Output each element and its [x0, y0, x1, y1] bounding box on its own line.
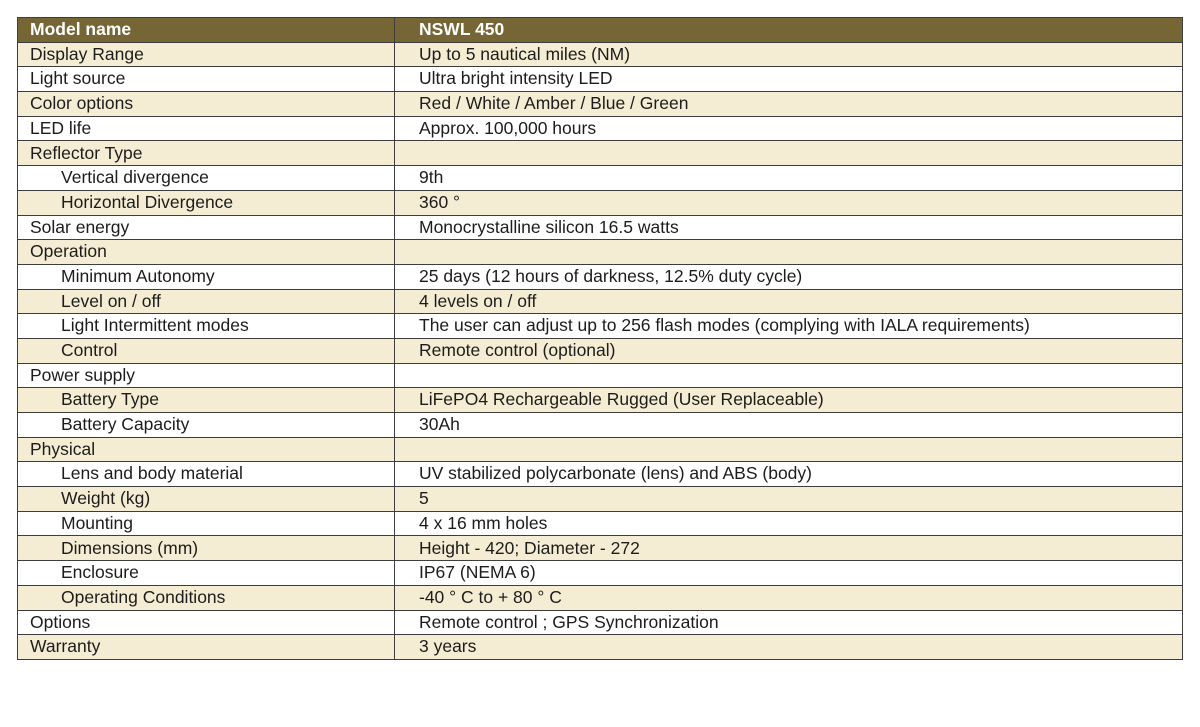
row-value: Monocrystalline silicon 16.5 watts: [395, 215, 1183, 240]
header-value: NSWL 450: [395, 18, 1183, 43]
table-row: [18, 462, 1183, 487]
row-sub-label: Control: [18, 338, 395, 363]
row-sub-label: Lens and body material: [18, 462, 395, 487]
table-row: [18, 536, 1183, 561]
table-row: [18, 190, 1183, 215]
row-value: Remote control ; GPS Synchronization: [395, 610, 1183, 635]
table-row: [18, 363, 1183, 388]
row-value: LiFePO4 Rechargeable Rugged (User Replaceable): [395, 388, 1183, 413]
table-row: [18, 92, 1183, 117]
table-row: [18, 141, 1183, 166]
row-value: [395, 363, 1183, 388]
row-label: LED life: [18, 116, 395, 141]
row-value: Up to 5 nautical miles (NM): [395, 42, 1183, 67]
table-row: [18, 487, 1183, 512]
row-label: Light source: [18, 67, 395, 92]
row-value: The user can adjust up to 256 flash modes (complying with IALA requirements): [395, 314, 1183, 339]
table-row: [18, 511, 1183, 536]
row-value: [395, 437, 1183, 462]
row-sub-label: Level on / off: [18, 289, 395, 314]
row-sub-label: Dimensions (mm): [18, 536, 395, 561]
row-label: Warranty: [18, 635, 395, 660]
table-row: [18, 67, 1183, 92]
row-value: Remote control (optional): [395, 338, 1183, 363]
table-header-row: [18, 18, 1183, 43]
row-value: 9th: [395, 166, 1183, 191]
table-row: [18, 166, 1183, 191]
table-row: [18, 437, 1183, 462]
row-value: 4 levels on / off: [395, 289, 1183, 314]
row-sub-label: Horizontal Divergence: [18, 190, 395, 215]
row-sub-label: Mounting: [18, 511, 395, 536]
row-sub-label: Operating Conditions: [18, 585, 395, 610]
row-label: Solar energy: [18, 215, 395, 240]
row-label: Physical: [18, 437, 395, 462]
table-row: [18, 314, 1183, 339]
row-label: Power supply: [18, 363, 395, 388]
row-label: Options: [18, 610, 395, 635]
row-value: 30Ah: [395, 413, 1183, 438]
row-value: Red / White / Amber / Blue / Green: [395, 92, 1183, 117]
spec-table: [17, 17, 1183, 660]
row-value: 360 °: [395, 190, 1183, 215]
row-sub-label: Enclosure: [18, 561, 395, 586]
table-row: [18, 42, 1183, 67]
table-row: [18, 338, 1183, 363]
row-label: Reflector Type: [18, 141, 395, 166]
table-row: [18, 610, 1183, 635]
row-sub-label: Minimum Autonomy: [18, 264, 395, 289]
row-value: Approx. 100,000 hours: [395, 116, 1183, 141]
row-value: [395, 240, 1183, 265]
spec-table-body: [18, 42, 1183, 659]
table-row: [18, 240, 1183, 265]
table-row: [18, 413, 1183, 438]
table-row: [18, 264, 1183, 289]
row-label: Color options: [18, 92, 395, 117]
row-value: -40 ° C to + 80 ° C: [395, 585, 1183, 610]
table-row: [18, 635, 1183, 660]
table-row: [18, 116, 1183, 141]
row-sub-label: Vertical divergence: [18, 166, 395, 191]
table-row: [18, 561, 1183, 586]
row-value: 5: [395, 487, 1183, 512]
row-value: [395, 141, 1183, 166]
row-label: Operation: [18, 240, 395, 265]
row-label: Display Range: [18, 42, 395, 67]
row-sub-label: Weight (kg): [18, 487, 395, 512]
row-value: 3 years: [395, 635, 1183, 660]
row-value: 25 days (12 hours of darkness, 12.5% duty cycle): [395, 264, 1183, 289]
table-row: [18, 585, 1183, 610]
row-value: Ultra bright intensity LED: [395, 67, 1183, 92]
table-row: [18, 289, 1183, 314]
table-row: [18, 215, 1183, 240]
row-value: UV stabilized polycarbonate (lens) and ABS (body): [395, 462, 1183, 487]
row-value: IP67 (NEMA 6): [395, 561, 1183, 586]
row-value: Height - 420; Diameter - 272: [395, 536, 1183, 561]
row-sub-label: Battery Type: [18, 388, 395, 413]
row-value: 4 x 16 mm holes: [395, 511, 1183, 536]
row-sub-label: Light Intermittent modes: [18, 314, 395, 339]
header-label: Model name: [18, 18, 395, 43]
table-row: [18, 388, 1183, 413]
row-sub-label: Battery Capacity: [18, 413, 395, 438]
